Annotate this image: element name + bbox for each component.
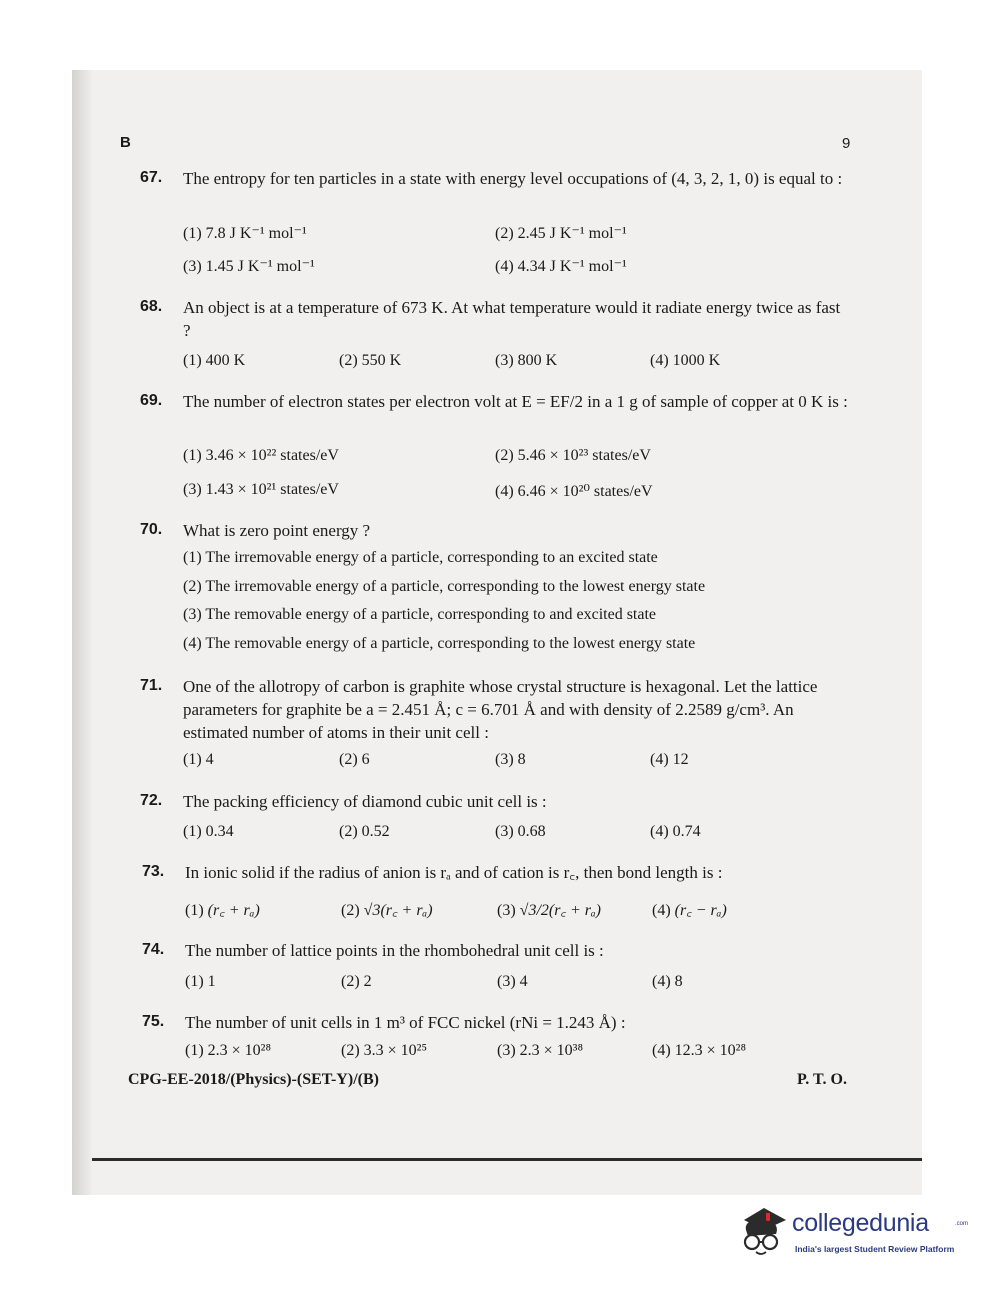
option-72-1 <box>183 823 234 841</box>
option-text: 4.34 J K⁻¹ mol⁻¹ <box>517 258 627 275</box>
brand-name: collegedunia <box>792 1209 929 1237</box>
option-label: (2) <box>339 352 358 369</box>
question-text-69: The number of electron states per electron volt at E = EF/2 in a 1 g of sample of copper at 0 K is : <box>183 392 848 411</box>
option-text: 2.45 J K⁻¹ mol⁻¹ <box>517 225 627 242</box>
option-label: (1) <box>185 902 204 919</box>
option-75-3 <box>497 1042 583 1060</box>
option-text: 2.3 × 10³⁸ <box>519 1042 584 1059</box>
option-text: 12.3 × 10²⁸ <box>674 1042 747 1059</box>
option-label: (4) <box>650 751 669 768</box>
option-label: (2) <box>339 751 358 768</box>
option-71-1 <box>183 751 214 769</box>
series-label: B <box>120 134 131 151</box>
option-label: (2) <box>339 823 358 840</box>
question-number-68: 68. <box>140 298 163 315</box>
option-74-2 <box>341 973 372 991</box>
option-67-1 <box>183 223 307 243</box>
option-text: 1.43 × 10²¹ states/eV <box>205 481 339 498</box>
option-label: (3) <box>183 606 202 623</box>
option-label: (4) <box>650 823 669 840</box>
option-text: (r꜀ − rₐ) <box>674 902 727 919</box>
option-label: (1) <box>183 823 202 840</box>
option-text: 800 K <box>517 352 558 369</box>
option-label: (3) <box>497 902 516 919</box>
option-71-3 <box>495 751 526 769</box>
option-label: (1) <box>183 447 202 464</box>
option-text: (r꜀ + rₐ) <box>207 902 260 919</box>
option-label: (2) <box>341 1042 360 1059</box>
brand-suffix: .com <box>955 1221 969 1227</box>
option-text: The removable energy of a particle, corresponding to and excited state <box>205 606 657 623</box>
option-74-4 <box>652 973 683 991</box>
option-text: 6 <box>361 751 370 768</box>
option-text: 2.3 × 10²⁸ <box>207 1042 272 1059</box>
option-72-3 <box>495 823 546 841</box>
option-label: (1) <box>185 1042 204 1059</box>
option-label: (3) <box>183 258 202 275</box>
question-text-73: In ionic solid if the radius of anion is rₐ and of cation is r꜀, then bond length is : <box>185 863 723 882</box>
option-69-3 <box>183 481 339 499</box>
page-spine-shadow <box>72 70 92 1195</box>
option-text: The removable energy of a particle, corresponding to the lowest energy state <box>205 635 696 652</box>
question-number-67: 67. <box>140 169 163 186</box>
question-number-71: 71. <box>140 677 163 694</box>
option-70-3 <box>183 606 656 624</box>
option-text: The irremovable energy of a particle, corresponding to an excited state <box>205 549 658 566</box>
option-label: (4) <box>495 258 514 275</box>
option-67-3 <box>183 256 315 276</box>
question-text-74: The number of lattice points in the rhombohedral unit cell is : <box>185 941 604 960</box>
option-text: 4 <box>519 973 528 990</box>
option-label: (1) <box>183 352 202 369</box>
question-number-75: 75. <box>142 1013 165 1030</box>
brand-tagline: India's largest Student Review Platform <box>795 1244 955 1254</box>
option-73-1 <box>185 898 260 920</box>
option-69-4 <box>495 481 653 501</box>
page-bottom-edge <box>92 1158 922 1161</box>
option-label: (3) <box>495 823 514 840</box>
question-number-72: 72. <box>140 792 163 809</box>
exam-code: CPG-EE-2018/(Physics)-(SET-Y)/(B) <box>128 1071 379 1088</box>
option-text: 550 K <box>361 352 402 369</box>
option-71-2 <box>339 751 370 769</box>
option-label: (3) <box>183 481 202 498</box>
option-text: 6.46 × 10²⁰ states/eV <box>517 483 653 500</box>
option-73-4 <box>652 898 727 920</box>
option-text: The irremovable energy of a particle, corresponding to the lowest energy state <box>205 578 706 595</box>
question-text-71: One of the allotropy of carbon is graphite whose crystal structure is hexagonal. Let the lattice parameters for graphite be a = 2.451 Å; c = 6.701 Å and with density of 2.2589 g/cm³. An estimated number of atoms in their unit cell : <box>183 677 818 742</box>
option-label: (3) <box>495 751 514 768</box>
option-text: 0.74 <box>672 823 701 840</box>
option-68-3 <box>495 352 557 370</box>
option-label: (1) <box>183 549 202 566</box>
page-number: 9 <box>842 135 851 152</box>
option-text: 1000 K <box>672 352 721 369</box>
option-text: 0.68 <box>517 823 546 840</box>
option-67-4 <box>495 256 627 276</box>
option-text: √3(r꜀ + rₐ) <box>363 902 433 919</box>
option-text: 3.46 × 10²² states/eV <box>205 447 339 464</box>
question-text-68: An object is at a temperature of 673 K. At what temperature would it radiate energy twice as fast ? <box>183 298 841 340</box>
option-text: 0.34 <box>205 823 234 840</box>
option-label: (4) <box>183 635 202 652</box>
option-67-2 <box>495 223 627 243</box>
option-text: 400 K <box>205 352 246 369</box>
question-text-75: The number of unit cells in 1 m³ of FCC nickel (rNi = 1.243 Å) : <box>185 1013 626 1032</box>
option-73-2 <box>341 898 433 920</box>
option-label: (2) <box>495 447 514 464</box>
question-number-69: 69. <box>140 392 163 409</box>
question-number-70: 70. <box>140 521 163 538</box>
option-label: (2) <box>341 973 360 990</box>
option-75-1 <box>185 1042 271 1060</box>
option-68-2 <box>339 352 401 370</box>
option-text: 5.46 × 10²³ states/eV <box>517 447 651 464</box>
option-label: (2) <box>183 578 202 595</box>
option-label: (4) <box>650 352 669 369</box>
option-label: (2) <box>341 902 360 919</box>
option-73-3 <box>497 898 601 920</box>
option-label: (1) <box>183 751 202 768</box>
option-70-1 <box>183 549 658 567</box>
option-label: (4) <box>495 483 514 500</box>
option-70-2 <box>183 578 705 596</box>
option-75-4 <box>652 1042 746 1060</box>
option-70-4 <box>183 635 695 653</box>
option-label: (4) <box>652 973 671 990</box>
option-text: 7.8 J K⁻¹ mol⁻¹ <box>205 225 307 242</box>
option-71-4 <box>650 751 689 769</box>
option-label: (3) <box>497 1042 516 1059</box>
option-68-4 <box>650 352 720 370</box>
option-69-2 <box>495 447 651 465</box>
option-68-1 <box>183 352 245 370</box>
option-label: (2) <box>495 225 514 242</box>
option-74-1 <box>185 973 216 991</box>
question-text-70: What is zero point energy ? <box>183 521 371 540</box>
option-label: (1) <box>183 225 202 242</box>
option-75-2 <box>341 1042 427 1060</box>
option-text: 0.52 <box>361 823 390 840</box>
option-72-2 <box>339 823 390 841</box>
option-text: 4 <box>205 751 214 768</box>
question-number-74: 74. <box>142 941 165 958</box>
option-text: 2 <box>363 973 372 990</box>
question-number-73: 73. <box>142 863 165 880</box>
option-69-1 <box>183 447 339 465</box>
option-text: 3.3 × 10²⁵ <box>363 1042 428 1059</box>
option-text: 1 <box>207 973 216 990</box>
option-label: (3) <box>497 973 516 990</box>
option-text: 12 <box>672 751 689 768</box>
question-text-67: The entropy for ten particles in a state with energy level occupations of (4, 3, 2, 1, 0) is equal to : <box>183 169 843 188</box>
option-label: (4) <box>652 902 671 919</box>
option-label: (3) <box>495 352 514 369</box>
option-text: 8 <box>517 751 526 768</box>
please-turn-over: P. T. O. <box>797 1071 847 1088</box>
option-label: (1) <box>185 973 204 990</box>
option-text: √3/2(r꜀ + rₐ) <box>519 902 602 919</box>
option-74-3 <box>497 973 528 991</box>
option-text: 1.45 J K⁻¹ mol⁻¹ <box>205 258 315 275</box>
option-72-4 <box>650 823 701 841</box>
option-text: 8 <box>674 973 683 990</box>
question-text-72: The packing efficiency of diamond cubic unit cell is : <box>183 792 547 811</box>
option-label: (4) <box>652 1042 671 1059</box>
